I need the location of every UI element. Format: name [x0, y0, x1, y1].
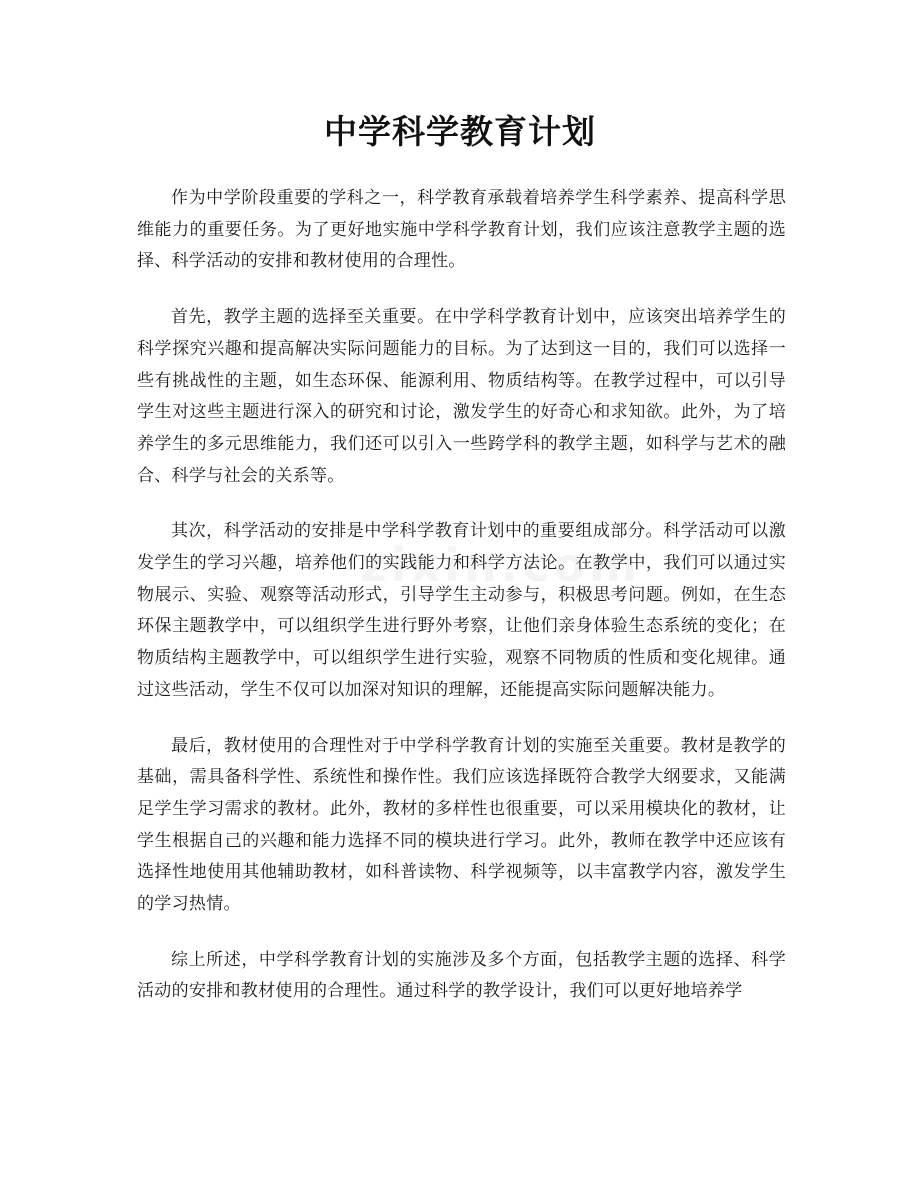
document-body: [137, 183, 786, 1032]
paragraph-intro: 作为中学阶段重要的学科之一，科学教育承载着培养学生科学素养、提高科学思维能力的重要任务。为了更好地实施中学科学教育计划，我们应该注意教学主题的选择、科学活动的安排和教材使用的合理性。: [137, 188, 786, 272]
paragraph-science-activities: 其次，科学活动的安排是中学科学教育计划中的重要组成部分。科学活动可以激发学生的学习兴趣，培养他们的实践能力和科学方法论。在教学中，我们可以通过实物展示、实验、观察等活动形式，引导学生主动参与，积极思考问题。例如，在生态环保主题教学中，可以组织学生进行野外考察，让他们亲身体验生态系统的变化；在物质结构主题教学中，可以组织学生进行实验，观察不同物质的性质和变化规律。通过这些活动，学生不仅可以加深对知识的理解，还能提高实际问题解决能力。: [137, 521, 786, 700]
paragraph-textbook-use: 最后，教材使用的合理性对于中学科学教育计划的实施至关重要。教材是教学的基础，需具备科学性、系统性和操作性。我们应该选择既符合教学大纲要求，又能满足学生学习需求的教材。此外，教材的多样性也很重要，可以采用模块化的教材，让学生根据自己的兴趣和能力选择不同的模块进行学习。此外，教师在教学中还应该有选择性地使用其他辅助教材，如科普读物、科学视频等，以丰富教学内容，激发学生的学习热情。: [137, 735, 786, 915]
page-title: 中学科学教育计划: [324, 112, 596, 151]
paragraph-summary: 综上所述，中学科学教育计划的实施涉及多个方面，包括教学主题的选择、科学活动的安排和教材使用的合理性。通过科学的教学设计，我们可以更好地培养学: [137, 949, 786, 1002]
paragraph-teaching-topics: 首先，教学主题的选择至关重要。在中学科学教育计划中，应该突出培养学生的科学探究兴趣和提高解决实际问题能力的目标。为了达到这一目的，我们可以选择一些有挑战性的主题，如生态环保、能源利用、物质结构等。在教学过程中，可以引导学生对这些主题进行深入的研究和讨论，激发学生的好奇心和求知欲。此外，为了培养学生的多元思维能力，我们还可以引入一些跨学科的教学主题，如科学与艺术的融合、科学与社会的关系等。: [137, 307, 786, 486]
